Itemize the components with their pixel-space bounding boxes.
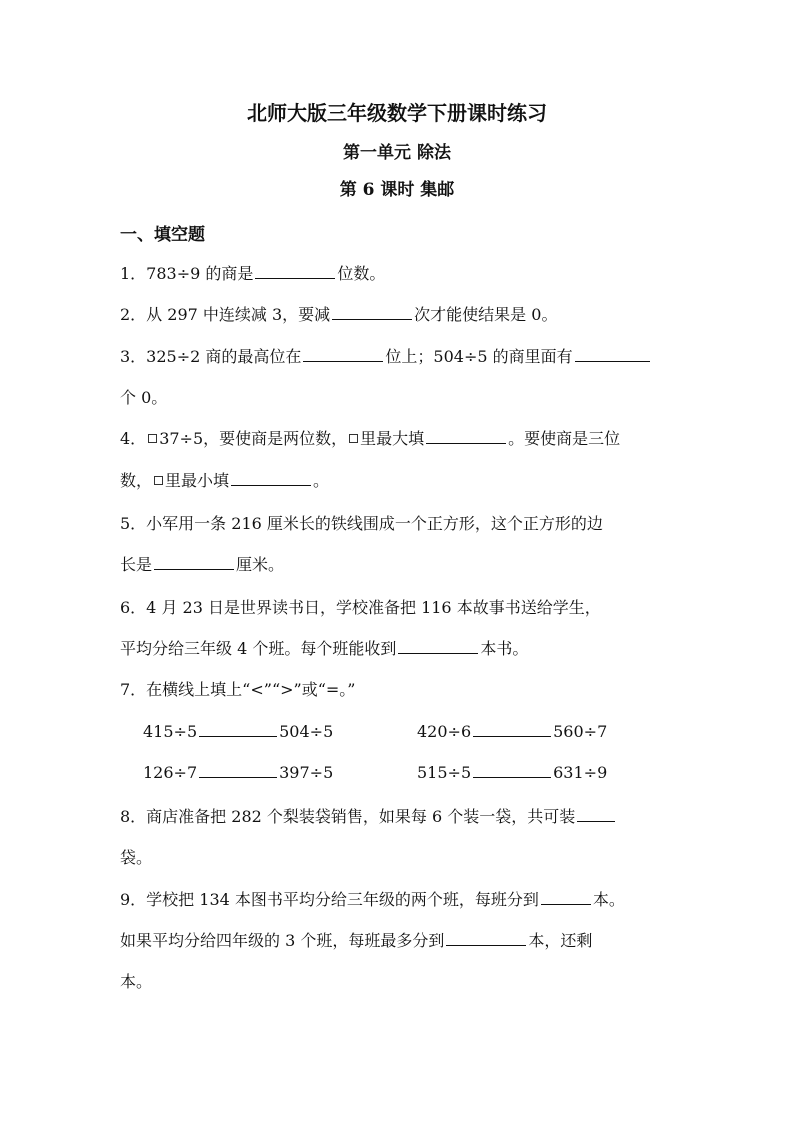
unit-title: 第一单元 除法 [343, 143, 451, 163]
q4-text-num: 4． [120, 429, 147, 448]
compare-blank[interactable] [199, 720, 277, 737]
q7-text: 7．在横线上填上“<”“>”或“=。” [120, 680, 356, 699]
compare-item [143, 761, 333, 785]
q6-text: 6．4 月 23 日是世界读书日，学校准备把 116 本故事书送给学生， [120, 598, 601, 617]
q4-text: 37÷5，要使商是两位数， [159, 429, 348, 448]
question-9 [120, 888, 625, 912]
question-8-cont [120, 846, 152, 870]
q3-text-mid: 位上；504÷5 的商里面有 [385, 347, 573, 366]
q4-text-5: 里最小填 [165, 471, 230, 490]
q3-text-end: 个 0。 [120, 388, 168, 407]
q9-text-2: 本。 [592, 890, 625, 909]
q1-text-end: 位数。 [337, 264, 386, 283]
q4-text-3: 。要使商是三位 [508, 429, 621, 448]
q5-answer-blank[interactable] [154, 553, 234, 570]
q2-text-end: 次才能使结果是 0。 [414, 305, 558, 324]
compare-blank[interactable] [473, 761, 551, 778]
question-3 [120, 345, 652, 369]
question-1 [120, 262, 385, 286]
q9-answer-blank-1[interactable] [541, 888, 591, 905]
compare-item [417, 761, 607, 785]
compare-left: 515÷5 [417, 763, 472, 782]
q5-text-end: 厘米。 [236, 555, 285, 574]
q2-text: 2．从 297 中连续减 3，要减 [120, 305, 331, 324]
q4-answer-blank-1[interactable] [426, 427, 506, 444]
question-5-cont [120, 553, 284, 577]
compare-right: 631÷9 [553, 763, 608, 782]
q8-text-end: 袋。 [120, 848, 153, 867]
q6-answer-blank[interactable] [398, 637, 478, 654]
q4-answer-blank-2[interactable] [231, 469, 311, 486]
compare-right: 560÷7 [553, 722, 608, 741]
question-4-cont [120, 469, 329, 493]
q6-text-2: 平均分给三年级 4 个班。每个班能收到 [120, 639, 397, 658]
question-3-cont [120, 386, 167, 410]
q5-text: 5．小军用一条 216 厘米长的铁线围成一个正方形，这个正方形的边 [120, 514, 603, 533]
lesson-title: 第 6 课时 集邮 [339, 180, 455, 200]
q6-text-end: 本书。 [480, 639, 529, 658]
section-fill-in-blanks: 一、填空题 [120, 225, 205, 245]
q2-answer-blank[interactable] [332, 303, 412, 320]
q9-text-3: 如果平均分给四年级的 3 个班，每班最多分到 [120, 931, 445, 950]
q1-text: 1．783÷9 的商是 [120, 264, 254, 283]
q3-answer-blank-1[interactable] [303, 345, 383, 362]
compare-blank[interactable] [199, 761, 277, 778]
question-2 [120, 303, 557, 327]
q5-text-2: 长是 [120, 555, 153, 574]
question-5 [120, 512, 603, 536]
question-7 [120, 678, 355, 702]
compare-left: 126÷7 [143, 763, 198, 782]
digit-box-icon [154, 476, 163, 485]
question-6 [120, 596, 601, 620]
q9-text: 9．学校把 134 本图书平均分给三年级的两个班，每班分到 [120, 890, 539, 909]
compare-left: 415÷5 [143, 722, 198, 741]
q4-text-2: 里最大填 [360, 429, 425, 448]
q4-text-4: 数， [120, 471, 153, 490]
q1-answer-blank[interactable] [255, 262, 335, 279]
q3-answer-blank-2[interactable] [575, 345, 650, 362]
q3-text: 3．325÷2 商的最高位在 [120, 347, 302, 366]
digit-box-icon [148, 434, 157, 443]
compare-blank[interactable] [473, 720, 551, 737]
q8-text: 8．商店准备把 282 个梨装袋销售，如果每 6 个装一袋，共可装 [120, 807, 576, 826]
compare-right: 397÷5 [279, 763, 334, 782]
compare-right: 504÷5 [279, 722, 334, 741]
q9-answer-blank-2[interactable] [446, 929, 526, 946]
q9-text-end: 本。 [120, 972, 153, 991]
worksheet-title: 北师大版三年级数学下册课时练习 [247, 101, 547, 125]
compare-item [143, 720, 333, 744]
question-9-cont-2 [120, 970, 152, 994]
compare-left: 420÷6 [417, 722, 472, 741]
question-4 [120, 427, 620, 451]
q4-text-end: 。 [313, 471, 330, 490]
digit-box-icon [349, 434, 358, 443]
question-8 [120, 805, 617, 829]
q9-text-4: 本，还剩 [528, 931, 593, 950]
question-6-cont [120, 637, 528, 661]
question-9-cont [120, 929, 592, 953]
q8-answer-blank[interactable] [577, 805, 615, 822]
compare-item [417, 720, 607, 744]
